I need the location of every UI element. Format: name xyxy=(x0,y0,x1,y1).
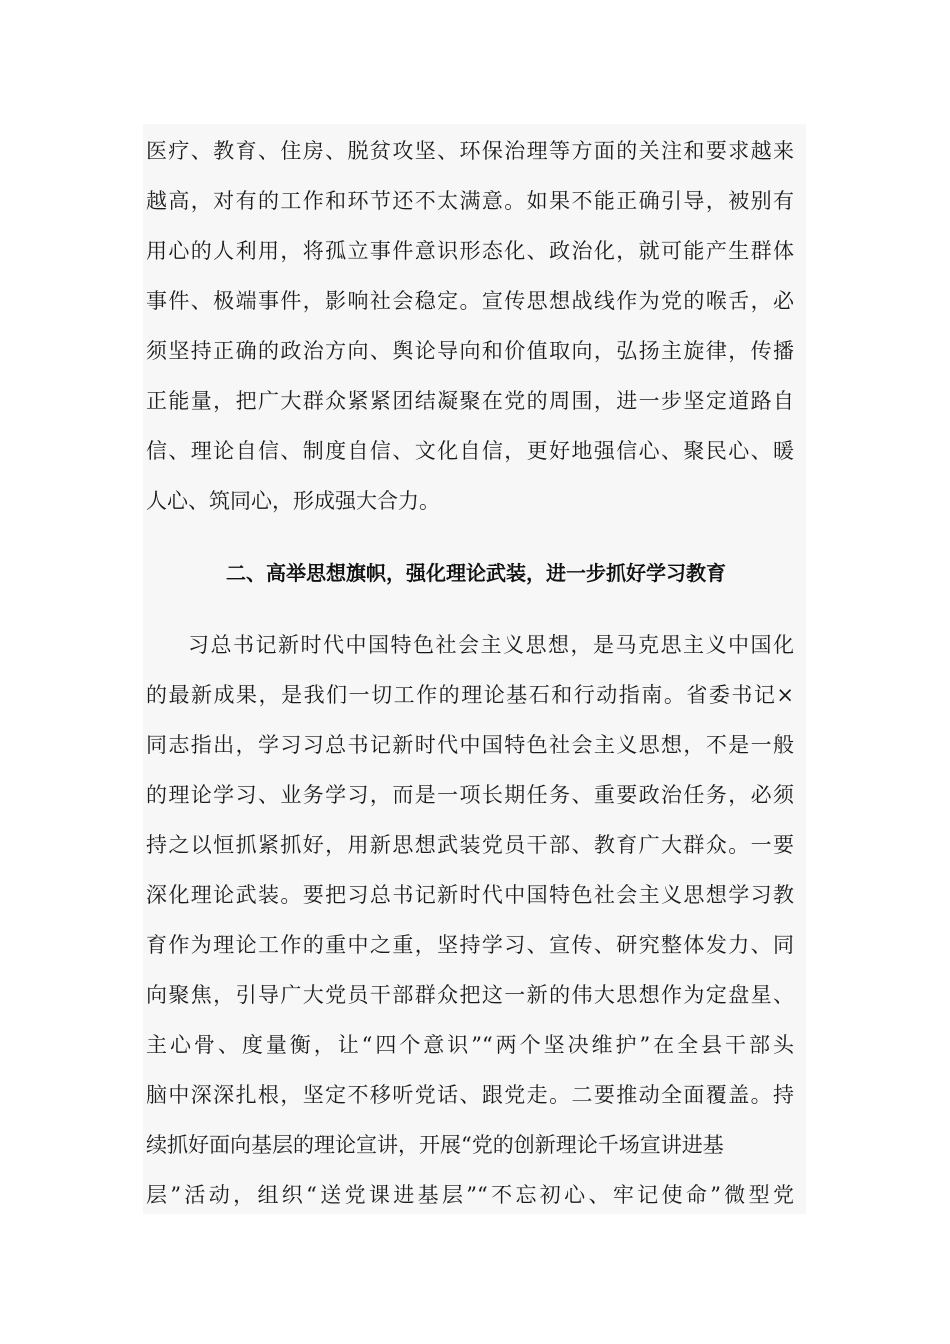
paragraph-2-line: 的最新成果，是我们一切工作的理论基石和行动指南。省委书记× xyxy=(146,683,794,707)
paragraph-2-line: 同志指出，学习习总书记新时代中国特色社会主义思想，不是一般 xyxy=(146,733,794,757)
paragraph-2-line: 持之以恒抓紧抓好，用新思想武装党员干部、教育广大群众。一要 xyxy=(146,833,794,857)
paragraph-1-line: 用心的人利用，将孤立事件意识形态化、政治化，就可能产生群体 xyxy=(146,239,794,263)
paragraph-1-line: 人心、筑同心，形成强大合力。 xyxy=(146,489,440,513)
paragraph-1-line: 信、理论自信、制度自信、文化自信，更好地强信心、聚民心、暖 xyxy=(146,439,794,463)
paragraph-1-line: 医疗、教育、住房、脱贫攻坚、环保治理等方面的关注和要求越来 xyxy=(146,139,794,163)
section-heading: 二、高举思想旗帜，强化理论武装，进一步抓好学习教育 xyxy=(226,561,726,585)
paragraph-2-line: 育作为理论工作的重中之重，坚持学习、宣传、研究整体发力、同 xyxy=(146,933,794,957)
paragraph-1-line: 须坚持正确的政治方向、舆论导向和价值取向，弘扬主旋律，传播 xyxy=(146,339,794,363)
paragraph-2-line: 层”活动，组织“送党课进基层”“不忘初心、牢记使命”微型党 xyxy=(146,1183,794,1207)
paragraph-1-line: 越高，对有的工作和环节还不太满意。如果不能正确引导，被别有 xyxy=(146,189,794,213)
paragraph-2-line: 深化理论武装。要把习总书记新时代中国特色社会主义思想学习教 xyxy=(146,883,794,907)
paragraph-2-line: 主心骨、度量衡，让“四个意识”“两个坚决维护”在全县干部头 xyxy=(146,1033,794,1057)
paragraph-1-line: 正能量，把广大群众紧紧团结凝聚在党的周围，进一步坚定道路自 xyxy=(146,389,794,413)
paragraph-2-line: 习总书记新时代中国特色社会主义思想，是马克思主义中国化 xyxy=(188,633,794,657)
paragraph-2-line: 向聚焦，引导广大党员干部群众把这一新的伟大思想作为定盘星、 xyxy=(146,983,794,1007)
paragraph-2-line: 脑中深深扎根，坚定不移听党话、跟党走。二要推动全面覆盖。持 xyxy=(146,1083,794,1107)
paragraph-1-line: 事件、极端事件，影响社会稳定。宣传思想战线作为党的喉舌，必 xyxy=(146,289,794,313)
paragraph-2-line: 续抓好面向基层的理论宣讲，开展“党的创新理论千场宣讲进基 xyxy=(146,1133,724,1157)
paragraph-2-line: 的理论学习、业务学习，而是一项长期任务、重要政治任务，必须 xyxy=(146,783,794,807)
